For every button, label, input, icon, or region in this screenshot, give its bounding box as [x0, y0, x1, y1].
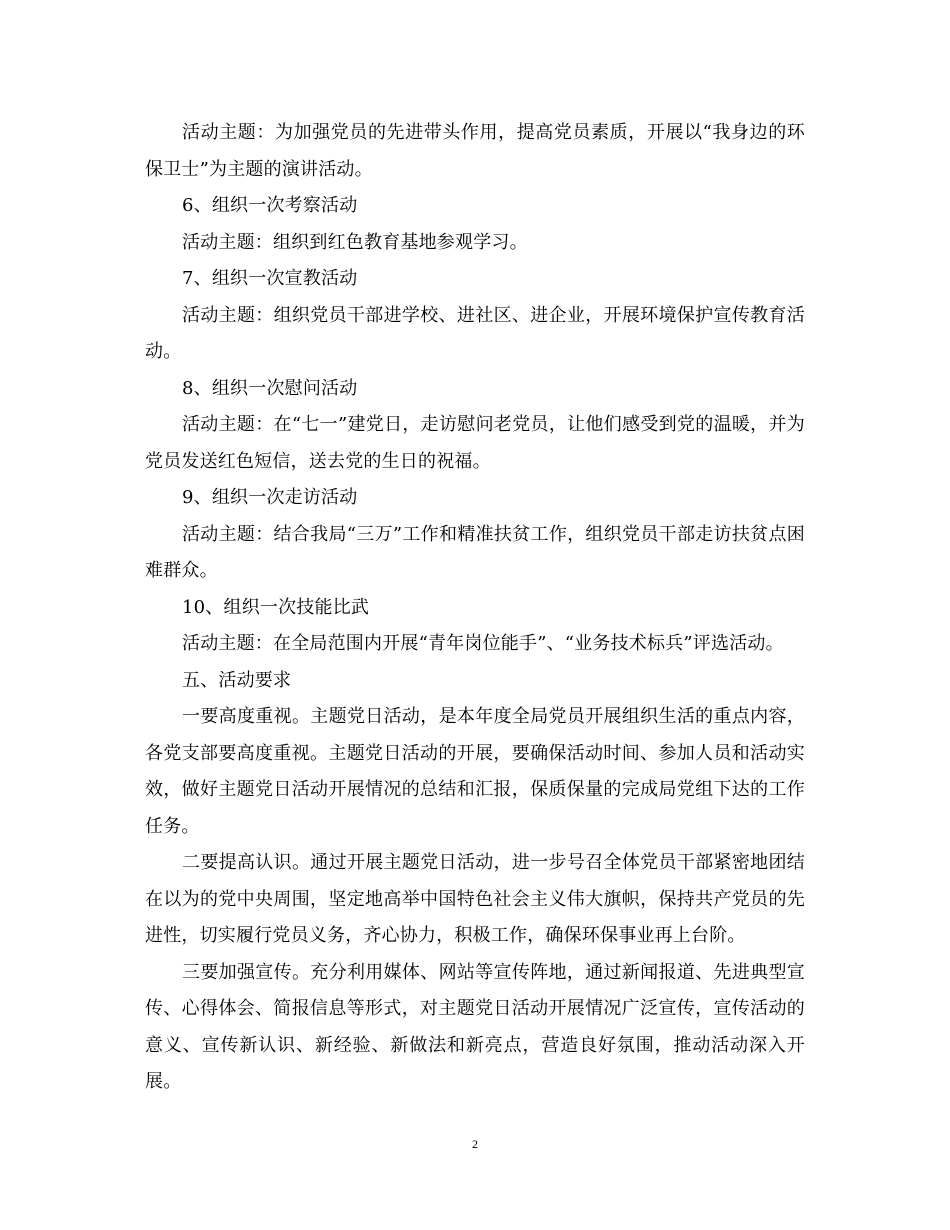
heading-item-10: 10、组织一次技能比武	[182, 596, 370, 618]
paragraph-requirement-2: 二要提高认识。通过开展主题党日活动，进一步号召全体党员干部紧密地团结在以为的党中央周围，坚定地高举中国特色社会主义伟大旗帜，保持共产党员的先进性，切实履行党员义务，齐心协力，积极工作，确保环保事业再上台阶。	[145, 852, 805, 946]
page-number: 2	[472, 1137, 478, 1151]
paragraph-activity-theme-8: 活动主题：在“七一”建党日，走访慰问老党员，让他们感受到党的温暖，并为党员发送红色短信，送去党的生日的祝福。	[145, 414, 805, 472]
heading-item-7: 7、组织一次宣教活动	[182, 268, 358, 289]
paragraph-activity-theme-10: 活动主题：在全局范围内开展“青年岗位能手”、“业务技术标兵”评选活动。	[182, 633, 784, 654]
paragraph-activity-theme-7: 活动主题：组织党员干部进学校、进社区、进企业，开展环境保护宣传教育活动。	[145, 304, 805, 362]
paragraph-requirement-3: 三要加强宣传。充分利用媒体、网站等宣传阵地，通过新闻报道、先进典型宣传、心得体会、简报信息等形式，对主题党日活动开展情况广泛宣传，宣传活动的意义、宣传新认识、新经验、新做法和新亮点，营造良好氛围，推动活动深入开展。	[145, 961, 805, 1092]
paragraph-activity-theme-9: 活动主题：结合我局“三万”工作和精准扶贫工作，组织党员干部走访扶贫点困难群众。	[145, 523, 805, 581]
heading-item-6: 6、组织一次考察活动	[182, 195, 358, 216]
paragraph-activity-theme-5: 活动主题：为加强党员的先进带头作用，提高党员素质，开展以“我身边的环保卫士”为主题的演讲活动。	[145, 122, 805, 180]
heading-item-9: 9、组织一次走访活动	[182, 487, 358, 508]
paragraph-requirement-1: 一要高度重视。主题党日活动，是本年度全局党员开展组织生活的重点内容，各党支部要高度重视。主题党日活动的开展，要确保活动时间、参加人员和活动实效，做好主题党日活动开展情况的总结和汇报，保质保量的完成局党组下达的工作任务。	[145, 706, 805, 837]
heading-item-8: 8、组织一次慰问活动	[182, 377, 358, 399]
paragraph-activity-theme-6: 活动主题：组织到红色教育基地参观学习。	[182, 231, 528, 253]
section-heading-requirements: 五、活动要求	[182, 669, 292, 691]
document-body	[145, 115, 805, 1101]
